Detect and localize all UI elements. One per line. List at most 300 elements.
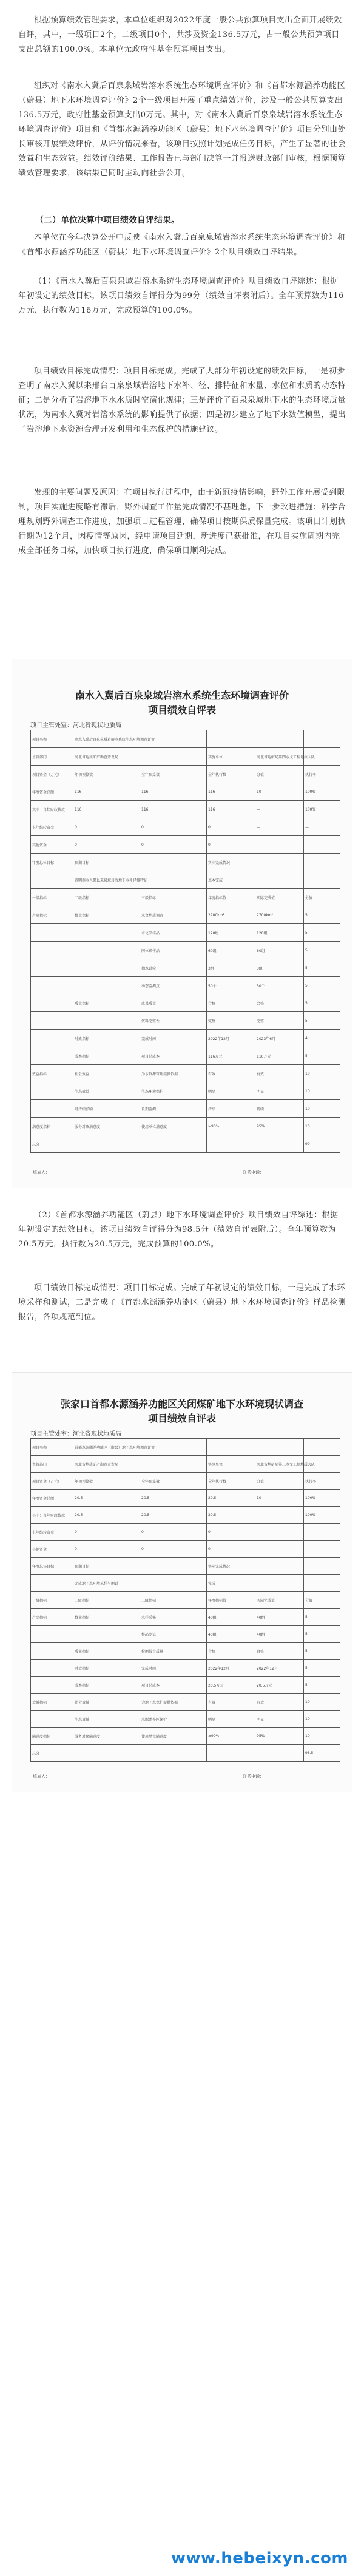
table-cell — [73, 977, 140, 994]
table-cell: 10 — [304, 1118, 340, 1135]
table-cell — [31, 1660, 73, 1677]
table-cell — [73, 924, 140, 942]
table-cell: 年度总体目标 — [31, 854, 73, 871]
form2-title: 张家口首都水源涵养功能区关闭煤矿地下水环境现状调查 — [60, 1398, 303, 1410]
table-cell: 质量指标 — [73, 1643, 140, 1660]
table-cell: 0 — [140, 836, 207, 854]
table-cell: 0 — [73, 1541, 140, 1558]
table-cell: 实际完成值 — [255, 889, 304, 906]
table-cell: 0 — [73, 836, 140, 854]
table-cell: 10 — [304, 1694, 340, 1711]
table-cell: 明显 — [255, 1082, 304, 1100]
table-row — [31, 766, 340, 783]
table-cell: 二级指标 — [73, 1592, 140, 1609]
table-cell: 60组 — [255, 942, 304, 959]
table-cell — [207, 1135, 255, 1153]
table-cell: 河北省地质矿产勘查开发局 — [73, 748, 140, 766]
table-cell — [255, 1558, 304, 1575]
table-cell: 主管部门 — [31, 748, 73, 766]
table-cell: 三级指标 — [140, 1592, 207, 1609]
paragraph-results-intro: 本单位在今年决算公开中反映《南水入冀后百泉泉域岩溶水系统生态环境调查评价》和《首都水源涵养功能区（蔚县）地下水环境调查评价》2个项目绩效自评结果。 — [18, 233, 346, 257]
table-cell — [31, 924, 73, 942]
table-cell: — — [304, 836, 340, 854]
table-row — [31, 1575, 340, 1592]
table-cell: — — [255, 836, 304, 854]
table-cell: 其他资金 — [31, 836, 73, 854]
evaluation-form-1 — [12, 659, 352, 1188]
form1-filler: 填表人： — [33, 1170, 50, 1175]
table-cell: 分值 — [255, 766, 304, 783]
table-cell — [73, 1012, 140, 1030]
table-cell: 年度指标值 — [207, 889, 255, 906]
table-cell: 为水资源管理提供依据 — [140, 1065, 207, 1082]
table-cell: 10 — [304, 1082, 340, 1100]
table-cell: 年度资金总额 — [31, 1490, 73, 1507]
table-row — [31, 1100, 340, 1118]
table-row — [31, 1030, 340, 1047]
table-cell — [304, 730, 340, 748]
table-cell: 项目名称 — [31, 730, 73, 748]
table-cell: 0 — [207, 836, 255, 854]
table-cell: 完成地下水环境采样与测试 — [73, 1575, 140, 1592]
watermark-brand: hebeixyn — [221, 2549, 305, 2568]
table-cell: 动态监测点 — [140, 977, 207, 994]
table-cell: 实际完成情况 — [207, 854, 255, 871]
table-cell: 产出指标 — [31, 906, 73, 924]
table-cell: 5 — [304, 942, 340, 959]
table-cell — [255, 730, 304, 748]
table-cell: 项目资金（万元） — [31, 766, 73, 783]
table-cell: 5 — [304, 1677, 340, 1694]
table-cell: 有效 — [255, 1065, 304, 1082]
watermark-suffix: .com — [304, 2549, 348, 2568]
table-cell — [140, 1558, 207, 1575]
table-cell: 合格 — [207, 994, 255, 1012]
table-cell: 全年执行数 — [207, 1473, 255, 1490]
table-cell: 4 — [304, 1030, 340, 1047]
table-cell: 20.5 — [140, 1507, 207, 1524]
table-cell — [255, 854, 304, 871]
table-cell: 效益指标 — [31, 1694, 73, 1711]
table-cell: 执行率 — [304, 766, 340, 783]
table-cell: 5 — [304, 1643, 340, 1660]
table-cell: 20.5 — [73, 1507, 140, 1524]
watermark-prefix: www. — [170, 2549, 221, 2568]
table-cell: 50个 — [207, 977, 255, 994]
table-cell: 0 — [207, 1524, 255, 1541]
table-cell: — — [304, 1541, 340, 1558]
site-watermark — [171, 2549, 348, 2568]
table-cell — [31, 1643, 73, 1660]
table-cell — [255, 1575, 304, 1592]
table-row — [31, 1558, 340, 1575]
table-cell: 水文地质调查 — [140, 906, 207, 924]
table-cell: 河北省地矿局第三水文工程地质大队 — [255, 1456, 304, 1473]
table-cell: 116 — [73, 801, 140, 818]
table-cell: 2022年12月 — [207, 1660, 255, 1677]
table-cell: 116 — [73, 783, 140, 801]
table-cell: 一级指标 — [31, 889, 73, 906]
table-cell: 5 — [304, 1609, 340, 1626]
table-cell — [255, 1745, 304, 1762]
table-cell: 3组 — [255, 959, 304, 977]
table-cell: 5 — [304, 977, 340, 994]
table-row — [31, 1047, 340, 1065]
table-row — [31, 1135, 340, 1153]
table-cell: 其中：当年财政拨款 — [31, 1507, 73, 1524]
table-cell: 合格 — [255, 994, 304, 1012]
table-cell: 使用单位满意度 — [140, 1118, 207, 1135]
table-cell: 20.5万元 — [207, 1677, 255, 1694]
table-cell: 总分 — [31, 1135, 73, 1153]
table-cell: 0 — [73, 818, 140, 836]
table-cell: 5 — [304, 1047, 340, 1065]
table-cell: 100% — [304, 783, 340, 801]
table-cell: 同位素样品 — [140, 942, 207, 959]
table-cell: 满意度指标 — [31, 1728, 73, 1745]
table-cell: 120组 — [207, 924, 255, 942]
table-cell: 10 — [304, 1100, 340, 1118]
table-cell: 50个 — [255, 977, 304, 994]
table-cell: 116 — [140, 801, 207, 818]
table-row — [31, 1456, 340, 1473]
table-cell — [140, 1575, 207, 1592]
table-cell: 明显 — [255, 1711, 304, 1728]
table-row — [31, 1012, 340, 1030]
table-cell: 99 — [304, 1135, 340, 1153]
table-row — [31, 1490, 340, 1507]
table-cell: 2700km² — [207, 906, 255, 924]
table-cell: 南水入冀后百泉泉域岩溶水系统生态环境调查评价 — [73, 730, 140, 748]
table-cell: 实际完成情况 — [207, 1558, 255, 1575]
table-cell: 一级指标 — [31, 1592, 73, 1609]
table-cell — [31, 994, 73, 1012]
table-row — [31, 871, 340, 889]
table-row — [31, 1065, 340, 1082]
table-cell: 使用单位满意度 — [140, 1728, 207, 1745]
table-cell: 20.5 — [207, 1507, 255, 1524]
table-cell: 数量指标 — [73, 1609, 140, 1626]
table-cell: 成本指标 — [73, 1677, 140, 1694]
table-row — [31, 1677, 340, 1694]
table-cell: 完成时间 — [140, 1660, 207, 1677]
table-cell: 完整 — [207, 1012, 255, 1030]
table-cell: 长期监测 — [140, 1100, 207, 1118]
table-cell: 二级指标 — [73, 889, 140, 906]
table-cell: 116万元 — [255, 1047, 304, 1065]
table-cell: 0 — [140, 818, 207, 836]
table-cell: 10 — [304, 1711, 340, 1728]
table-cell: 上年结转资金 — [31, 1524, 73, 1541]
table-cell: — — [304, 818, 340, 836]
table-row — [31, 1473, 340, 1490]
table-cell: 查明南水入冀以来泉域岩溶地下水补径排特征 — [73, 871, 140, 889]
table-row — [31, 1694, 340, 1711]
table-cell: 40组 — [207, 1609, 255, 1626]
table-cell: 服务对象满意度 — [73, 1728, 140, 1745]
table-cell: 98.5 — [304, 1745, 340, 1762]
table-cell: 10 — [255, 783, 304, 801]
paragraph-self-evaluation-overview: 根据预算绩效管理要求，本单位组织对2022年度一般公共预算项目支出全面开展绩效自评，其中，一级项目2个，二级项目0个，共涉及资金136.5万元，占一般公共预算项目支出总额的100.0%。本单位无政府性基金预算项目支出。 — [18, 16, 342, 54]
table-row — [31, 748, 340, 766]
table-cell — [207, 730, 255, 748]
table-cell: 水源涵养区保护 — [140, 1711, 207, 1728]
paragraph-key-evaluation: 组织对《南水入冀后百泉泉域岩溶水系统生态环境调查评价》和《首都水源涵养功能区（蔚县）地下水环境调查评价》2个一级项目开展了重点绩效评价，涉及一般公共预算支出136.5万元，政府性基金预算支出0万元。其中，对《南水入冀后百泉泉域岩溶水系统生态环境调查评价》项目和《首都水源涵养功能区（蔚县）地下水环境调查评价》项目分别由处长审核开展绩效评价，从评价情况来看，该项目按照计划完成任务目标，产生了显著的社会效益和生态效益。绩效评价结果、工作报告已与部门决算一并报送财政部门审核，根据预算绩效管理要求，该结果已同时主动向社会公开。 — [18, 81, 346, 178]
table-cell: 116 — [207, 801, 255, 818]
table-cell — [255, 1439, 304, 1456]
table-cell: 20.5 — [73, 1490, 140, 1507]
table-cell: 质量指标 — [73, 994, 140, 1012]
table-cell: 全年预算数 — [140, 1473, 207, 1490]
table-cell: 完成时间 — [140, 1030, 207, 1047]
form1-department: 项目主管处室：河北省现状地质局 — [30, 722, 121, 729]
table-cell: 三级指标 — [140, 889, 207, 906]
table-cell: 5 — [304, 906, 340, 924]
table-cell: 全年执行数 — [207, 766, 255, 783]
table-cell — [304, 871, 340, 889]
table-cell: 40组 — [255, 1609, 304, 1626]
table-cell: 主管部门 — [31, 1456, 73, 1473]
table-cell: 项目总成本 — [140, 1047, 207, 1065]
table-cell: 20.5 — [207, 1490, 255, 1507]
table-cell: 10 — [255, 1490, 304, 1507]
table-cell: 5 — [304, 994, 340, 1012]
table-cell — [140, 1456, 207, 1473]
table-cell: 年初预算数 — [73, 1473, 140, 1490]
table-cell: 5 — [304, 1626, 340, 1643]
table-cell: 执行率 — [304, 1473, 340, 1490]
table-cell: 项目名称 — [31, 1439, 73, 1456]
evaluation-form-2 — [12, 1372, 352, 1792]
table-cell: 116 — [140, 783, 207, 801]
table-cell: 5 — [304, 1660, 340, 1677]
form2-subtitle: 项目绩效自评表 — [147, 1413, 216, 1424]
table-row — [31, 1626, 340, 1643]
table-cell: 产出指标 — [31, 1609, 73, 1626]
table-cell: 5 — [304, 924, 340, 942]
table-cell: 持续 — [207, 1100, 255, 1118]
table-cell — [31, 942, 73, 959]
table-cell — [73, 1745, 140, 1762]
table-cell: 明显 — [207, 1711, 255, 1728]
table-cell: ≥90% — [207, 1118, 255, 1135]
table-cell — [31, 1030, 73, 1047]
table-row — [31, 994, 340, 1012]
table-cell — [140, 748, 207, 766]
table-cell: — — [255, 818, 304, 836]
table-cell: 合格 — [255, 1643, 304, 1660]
table-cell: 明显 — [207, 1082, 255, 1100]
table-row — [31, 1082, 340, 1100]
table-row — [31, 854, 340, 871]
table-row — [31, 906, 340, 924]
paragraph-project2-targets: 项目绩效目标完成情况：项目目标完成。完成了年初设定的绩效目标，一是完成了水环境采样和测试，二是完成了《首都水源涵养功能区（蔚县）地下水环境调查评价》样品检测报告，各项规范到位。 — [18, 1283, 346, 1322]
table-row — [31, 959, 340, 977]
table-cell: 满意度指标 — [31, 1118, 73, 1135]
table-cell: 有效 — [207, 1694, 255, 1711]
table-cell: ≥90% — [207, 1728, 255, 1745]
table-cell: 基本完成 — [207, 871, 255, 889]
table-row — [31, 1118, 340, 1135]
form2-department: 项目主管处室：河北省现状地质局 — [30, 1431, 121, 1438]
table-cell: — — [255, 1524, 304, 1541]
table-cell: 60组 — [207, 942, 255, 959]
table-row — [31, 1711, 340, 1728]
table-cell — [31, 1575, 73, 1592]
table-cell: 95% — [255, 1728, 304, 1745]
table-cell: 时效指标 — [73, 1660, 140, 1677]
table-row — [31, 730, 340, 748]
table-cell — [31, 977, 73, 994]
table-cell: 100% — [304, 801, 340, 818]
table-cell — [304, 1558, 340, 1575]
table-cell: 年度总体目标 — [31, 1558, 73, 1575]
table-cell: 5 — [304, 1012, 340, 1030]
table-cell: 95% — [255, 1118, 304, 1135]
table-cell: — — [255, 801, 304, 818]
table-cell: 总分 — [31, 1745, 73, 1762]
table-row — [31, 1592, 340, 1609]
table-cell: 项目总成本 — [140, 1677, 207, 1694]
table-cell: — — [304, 1524, 340, 1541]
table-cell: 有效 — [255, 1694, 304, 1711]
table-row — [31, 818, 340, 836]
section-heading: （二）单位决算中项目绩效自评结果。 — [35, 216, 180, 225]
table-cell: 2023年6月 — [255, 1030, 304, 1047]
table-cell: 持续 — [255, 1100, 304, 1118]
table-cell: 数量指标 — [73, 906, 140, 924]
table-cell — [31, 1012, 73, 1030]
table-cell: 10 — [304, 1728, 340, 1745]
table-cell: — — [255, 1541, 304, 1558]
table-row — [31, 1643, 340, 1660]
table-cell: 首都水源涵养功能区（蔚县）地下水环境调查评价 — [73, 1439, 140, 1456]
table-cell: 成本指标 — [73, 1047, 140, 1065]
table-cell — [31, 1100, 73, 1118]
form1-phone: 联系电话： — [243, 1170, 264, 1175]
table-cell: 年初预算数 — [73, 766, 140, 783]
table-cell: 合格 — [207, 1643, 255, 1660]
table-cell: 分值 — [304, 889, 340, 906]
table-cell — [207, 1745, 255, 1762]
table-cell — [31, 959, 73, 977]
table-cell: 资料完整性 — [140, 1012, 207, 1030]
table-row — [31, 801, 340, 818]
table-cell: 样品测试 — [140, 1626, 207, 1643]
table-cell: 3组 — [207, 959, 255, 977]
table-cell: 预期目标 — [73, 1558, 140, 1575]
table-cell — [73, 959, 140, 977]
paragraph-project1-issues: 发现的主要问题及原因：在项目执行过程中，由于新冠疫情影响，野外工作开展受到限制，项目实施进度略有滞后，野外调查工作量完成情况不甚理想。下一步改进措施：科学合理规划野外调查工作进度，加强项目过程管理，确保项目按期保质保量完成。该项目计划执行期为12个月，因疫情等原因，经申请项目延期，新进度已获批准，在项目实施周期内完成全部任务目标，加快项目执行进度，确保项目顺利完成。 — [18, 488, 346, 556]
table-cell: 检测报告质量 — [140, 1643, 207, 1660]
table-cell — [140, 1745, 207, 1762]
table-row — [31, 1541, 340, 1558]
paragraph-project1-summary: （1）《南水入冀后百泉泉域岩溶水系统生态环境调查评价》项目绩效自评综述：根据年初设定的绩效目标，该项目绩效自评得分为99分（绩效自评表附后）。全年预算数为116万元，执行数为116万元，完成预算的100.0%。 — [18, 277, 344, 315]
table-cell — [31, 1711, 73, 1728]
table-cell — [304, 1439, 340, 1456]
table-row — [31, 942, 340, 959]
table-cell: 河北省地矿局第四水文工程地质大队 — [255, 748, 304, 766]
table-cell: 20.5万元 — [255, 1677, 304, 1694]
table-cell: 年度指标值 — [207, 1592, 255, 1609]
table-cell: 实施单位 — [207, 748, 255, 766]
table-cell — [255, 871, 304, 889]
table-cell: 40组 — [207, 1626, 255, 1643]
table-cell: 0 — [207, 818, 255, 836]
table-row — [31, 924, 340, 942]
table-cell — [140, 854, 207, 871]
table-cell: 20.5 — [140, 1490, 207, 1507]
table-cell: 实施单位 — [207, 1456, 255, 1473]
table-cell: 有效 — [207, 1065, 255, 1082]
table-cell — [31, 1626, 73, 1643]
table-cell: 生态效益 — [73, 1082, 140, 1100]
table-cell: 0 — [207, 1541, 255, 1558]
table-cell: 5 — [304, 959, 340, 977]
table-row — [31, 836, 340, 854]
table-cell: 为地下水保护提供依据 — [140, 1694, 207, 1711]
table-row — [31, 1745, 340, 1762]
paragraph-project1-targets: 项目绩效目标完成情况：项目目标完成。完成了大部分年初设定的绩效目标，一是初步查明了南水入冀以来邢台百泉泉域岩溶地下水补、径、排特征和水量、水位和水质的动态特征；二是分析了岩溶地下水水质时空演化规律；三是评价了百泉泉域地下水的生态环境质量状况，为南水入冀对岩溶水系统的影响提供了依据；四是初步建立了地下水数值模型，提出了岩溶地下水资源合理开发利用和生态保护的措施建议。 — [18, 367, 346, 434]
form1-table — [30, 730, 340, 1153]
table-cell: 水样采集 — [140, 1609, 207, 1626]
table-cell — [73, 1135, 140, 1153]
form1-subtitle: 项目绩效自评表 — [147, 704, 216, 716]
table-cell: 时效指标 — [73, 1030, 140, 1047]
table-cell — [140, 871, 207, 889]
table-row — [31, 977, 340, 994]
table-cell: 其他资金 — [31, 1541, 73, 1558]
table-cell: 0 — [140, 1541, 207, 1558]
table-cell — [31, 1047, 73, 1065]
form2-filler: 填表人： — [33, 1774, 50, 1779]
table-cell: 100% — [304, 1507, 340, 1524]
table-cell: — — [255, 1507, 304, 1524]
form2-table — [30, 1438, 340, 1762]
table-cell: 抽水试验 — [140, 959, 207, 977]
table-cell: 40组 — [255, 1626, 304, 1643]
table-cell: 0 — [73, 1524, 140, 1541]
table-cell — [207, 1439, 255, 1456]
table-cell: 120组 — [255, 924, 304, 942]
table-cell — [31, 871, 73, 889]
table-cell — [255, 1135, 304, 1153]
table-cell: 2022年12月 — [207, 1030, 255, 1047]
table-cell — [304, 1575, 340, 1592]
table-cell: 116 — [207, 783, 255, 801]
table-cell — [304, 854, 340, 871]
table-row — [31, 1660, 340, 1677]
table-cell: 分值 — [304, 1592, 340, 1609]
table-cell: 效益指标 — [31, 1065, 73, 1082]
table-cell: 实际完成值 — [255, 1592, 304, 1609]
table-cell: 2022年12月 — [255, 1660, 304, 1677]
table-cell: 生态环境保护 — [140, 1082, 207, 1100]
table-cell — [31, 1082, 73, 1100]
table-row — [31, 889, 340, 906]
table-cell: 0 — [140, 1524, 207, 1541]
table-cell — [140, 1135, 207, 1153]
table-cell: 完整 — [255, 1012, 304, 1030]
table-row — [31, 783, 340, 801]
table-row — [31, 1507, 340, 1524]
table-cell: 10 — [304, 1065, 340, 1082]
table-cell: 水化学样品 — [140, 924, 207, 942]
table-row — [31, 1439, 340, 1456]
table-cell: 可持续影响 — [73, 1100, 140, 1118]
table-cell: 全年预算数 — [140, 766, 207, 783]
table-cell: 生态效益 — [73, 1711, 140, 1728]
